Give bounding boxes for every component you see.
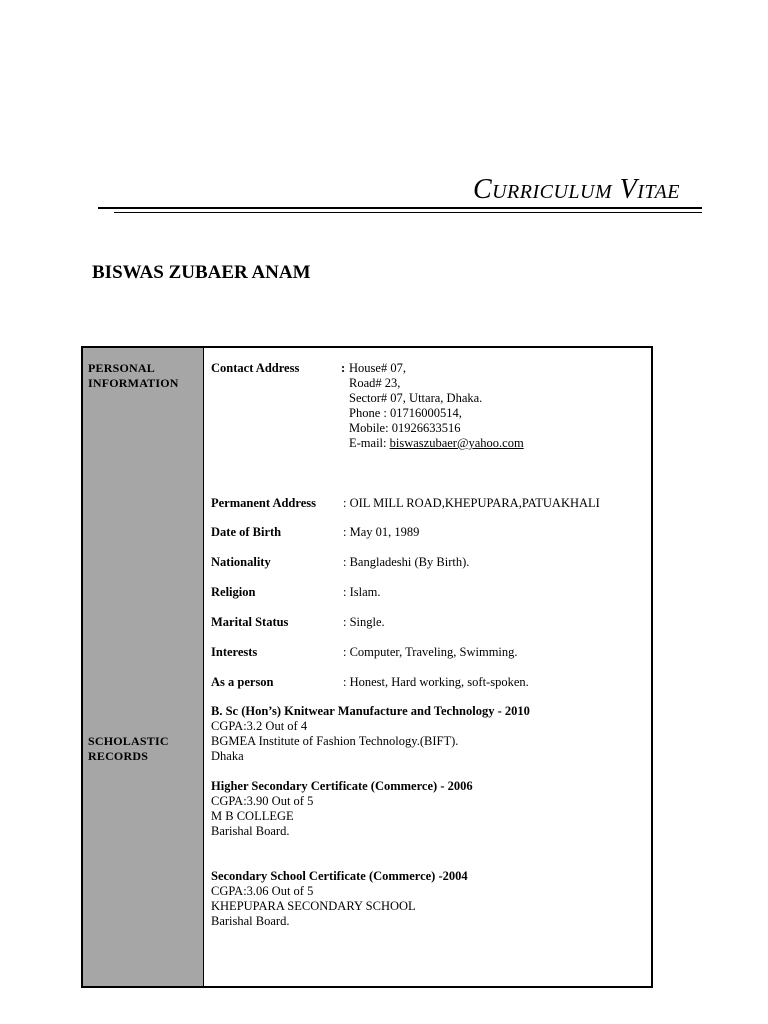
contact-phone: Phone : 01716000514, [349, 406, 462, 420]
email-link[interactable]: biswaszubaer@yahoo.com [389, 436, 524, 450]
permanent-address-label: Permanent Address [211, 496, 316, 510]
contact-line: House# 07, [349, 361, 406, 375]
contact-address-label: Contact Address [211, 361, 300, 375]
religion-value: : Islam. [343, 585, 381, 599]
religion-label: Religion [211, 585, 256, 599]
title-rule-bottom [114, 212, 702, 213]
contact-mobile: Mobile: 01926633516 [349, 421, 461, 435]
interests-label: Interests [211, 645, 258, 659]
interests-value: : Computer, Traveling, Swimming. [343, 645, 518, 659]
email-prefix: E-mail: [349, 436, 390, 450]
document-title: Curriculum Vitae [472, 174, 680, 205]
section-personal-info [88, 361, 179, 391]
section-label-line: RECORDS [88, 749, 149, 763]
education-line: CGPA:3.2 Out of 4 [211, 719, 308, 733]
education-entry-hsc [211, 779, 473, 839]
education-heading: B. Sc (Hon’s) Knitwear Manufacture and Technology - 2010 [211, 704, 530, 718]
date-of-birth-label: Date of Birth [211, 525, 282, 539]
section-scholastic-records [88, 734, 169, 764]
applicant-name: BISWAS ZUBAER ANAM [92, 262, 311, 283]
education-entry-ssc [211, 869, 468, 929]
as-a-person-value: : Honest, Hard working, soft-spoken. [343, 675, 529, 689]
marital-status-value: : Single. [343, 615, 385, 629]
education-heading: Secondary School Certificate (Commerce) -2004 [211, 869, 468, 883]
education-entry-bsc [211, 704, 530, 764]
as-a-person-label: As a person [211, 675, 274, 689]
title-rule-top [98, 207, 702, 209]
education-heading: Higher Secondary Certificate (Commerce) - 2006 [211, 779, 473, 793]
contact-colon: : [341, 361, 346, 375]
nationality-label: Nationality [211, 555, 271, 569]
permanent-address-value: : OIL MILL ROAD,KHEPUPARA,PATUAKHALI [343, 496, 600, 510]
education-line: M B COLLEGE [211, 809, 294, 823]
education-line: Dhaka [211, 749, 244, 763]
education-line: Barishal Board. [211, 824, 290, 838]
contact-line: Sector# 07, Uttara, Dhaka. [349, 391, 483, 405]
education-line: CGPA:3.06 Out of 5 [211, 884, 314, 898]
education-line: Barishal Board. [211, 914, 290, 928]
nationality-value: : Bangladeshi (By Birth). [343, 555, 470, 569]
section-label-line: SCHOLASTIC [88, 734, 169, 748]
contact-address-block [349, 361, 524, 451]
education-line: CGPA:3.90 Out of 5 [211, 794, 314, 808]
contact-email-line [349, 436, 524, 451]
section-label-line: INFORMATION [88, 376, 179, 390]
marital-status-label: Marital Status [211, 615, 289, 629]
education-line: KHEPUPARA SECONDARY SCHOOL [211, 899, 416, 913]
section-sidebar [83, 348, 204, 986]
date-of-birth-value: : May 01, 1989 [343, 525, 420, 539]
contact-line: Road# 23, [349, 376, 401, 390]
education-line: BGMEA Institute of Fashion Technology.(BIFT). [211, 734, 459, 748]
section-label-line: PERSONAL [88, 361, 155, 375]
